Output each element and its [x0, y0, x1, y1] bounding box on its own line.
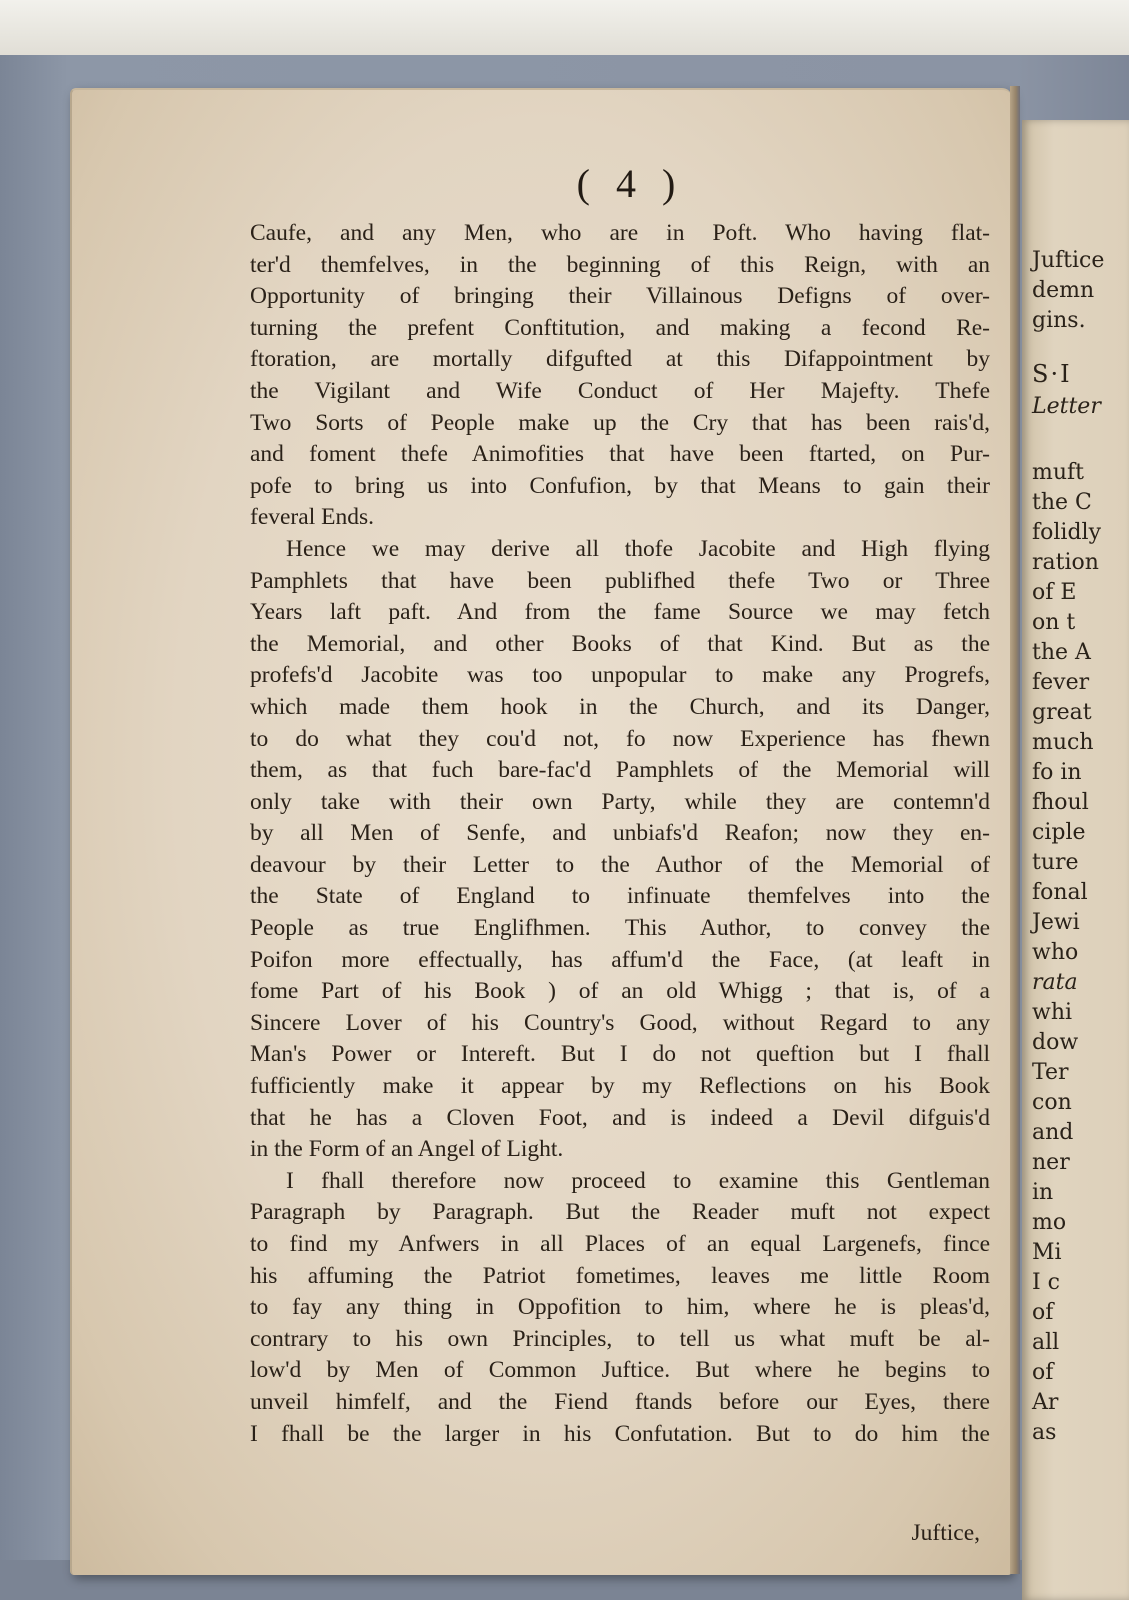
text-line: Caufe, and any Men, who are in Poft. Who having flat-: [250, 220, 990, 246]
text-line: ftoration, are mortally difgufted at this Difappointment by: [250, 346, 990, 373]
text-line: to find my Anfwers in all Places of an equal Largenefs, fince: [250, 1231, 990, 1257]
facing-page-fragment: Ar: [1032, 1390, 1059, 1415]
facing-page-fragment: on t: [1032, 610, 1076, 635]
text-line: Years laft paft. And from the fame Source we may fetch: [250, 599, 990, 626]
text-line: I fhall be the larger in his Confutation. But to do him the: [250, 1420, 990, 1447]
text-line: Poifon more effectually, has affum'd the Face, (at leaft in: [250, 946, 990, 973]
facing-page-fragment: demn: [1032, 278, 1095, 303]
facing-page-fragment: fhoul: [1032, 790, 1089, 815]
text-line: Pamphlets that have been publifhed thefe Two or Three: [250, 567, 990, 594]
facing-page-fragment: all: [1032, 1330, 1060, 1355]
text-line: unveil himfelf, and the Fiend ftands before our Eyes, there: [250, 1388, 990, 1415]
facing-page-fragment: whi: [1032, 1000, 1073, 1025]
catchword: Juftice,: [911, 1520, 980, 1546]
text-line: to fay any thing in Oppofition to him, where he is pleas'd,: [250, 1294, 990, 1321]
text-line: fufficiently make it appear by my Reflections on his Book: [250, 1073, 990, 1100]
facing-page-fragment: fever: [1032, 670, 1090, 695]
facing-page-fragment: folidly: [1032, 520, 1102, 545]
facing-page-fragment: ner: [1032, 1150, 1070, 1175]
text-line: fome Part of his Book ) of an old Whigg ; that is, of a: [250, 978, 990, 1005]
facing-page-fragment: Juftice: [1032, 248, 1105, 273]
page-edge: [1010, 86, 1020, 1574]
text-line: People as true Englifhmen. This Author, to convey the: [250, 915, 990, 942]
text-line: deavour by their Letter to the Author of the Memorial of: [250, 851, 990, 878]
text-line: that he has a Cloven Foot, and is indeed a Devil difguis'd: [250, 1104, 990, 1131]
text-line: Paragraph by Paragraph. But the Reader muft not expect: [250, 1199, 990, 1226]
facing-page-fragment: of: [1032, 1360, 1054, 1385]
facing-page-fragment: ration: [1032, 550, 1099, 575]
text-line: the Memorial, and other Books of that Kind. But as the: [250, 630, 990, 657]
text-line: low'd by Men of Common Juftice. But where he begins to: [250, 1357, 990, 1384]
text-line: Two Sorts of People make up the Cry that has been rais'd,: [250, 409, 990, 436]
facing-page: [1022, 120, 1129, 1600]
facing-page-fragment: fo in: [1032, 760, 1082, 785]
facing-page-fragment: mo: [1032, 1210, 1067, 1235]
facing-page-fragment: Mi: [1032, 1240, 1062, 1265]
text-line: them, as that fuch bare-fac'd Pamphlets of the Memorial will: [250, 757, 990, 784]
text-line: his affuming the Patriot fometimes, leaves me little Room: [250, 1262, 990, 1289]
facing-page-fragment: con: [1032, 1090, 1072, 1115]
text-line: ter'd themfelves, in the beginning of this Reign, with an: [250, 251, 990, 278]
facing-page-fragment: Jewi: [1032, 910, 1080, 935]
text-line: in the Form of an Angel of Light.: [250, 1136, 564, 1163]
text-line: only take with their own Party, while they are contemn'd: [250, 788, 990, 815]
text-line: contrary to his own Principles, to tell us what muft be al-: [250, 1325, 990, 1352]
facing-page-fragment: S·I: [1032, 360, 1072, 388]
text-line: the Vigilant and Wife Conduct of Her Majefty. Thefe: [250, 377, 990, 404]
text-line: turning the prefent Conftitution, and making a fecond Re-: [250, 314, 990, 341]
text-line: which made them hook in the Church, and its Danger,: [250, 693, 990, 720]
text-line: the State of England to infinuate themfelves into the: [250, 883, 990, 910]
text-line: Sincere Lover of his Country's Good, without Regard to any: [250, 1009, 990, 1036]
facing-page-fragment: muft: [1032, 460, 1085, 485]
text-line: Hence we may derive all thofe Jacobite and High flying: [286, 535, 990, 562]
body-text: [250, 218, 990, 1450]
facing-page-fragment: Letter: [1032, 394, 1101, 419]
text-line: pofe to bring us into Confufion, by that Means to gain their: [250, 472, 990, 499]
facing-page-fragment: fonal: [1032, 880, 1088, 905]
text-line: by all Men of Senfe, and unbiafs'd Reafon; now they en-: [250, 820, 990, 847]
facing-page-fragment: who: [1032, 940, 1079, 965]
facing-page-fragment: of: [1032, 1300, 1054, 1325]
facing-page-fragment: the A: [1032, 640, 1091, 665]
facing-page-fragment: I c: [1032, 1270, 1061, 1295]
facing-page-fragment: of E: [1032, 580, 1077, 605]
text-line: Opportunity of bringing their Villainous Defigns of over-: [250, 283, 990, 310]
facing-page-fragment: Ter: [1032, 1060, 1069, 1085]
facing-page-fragment: and: [1032, 1120, 1074, 1145]
facing-page-fragment: much: [1032, 730, 1094, 755]
facing-page-fragment: dow: [1032, 1030, 1079, 1055]
facing-page-fragment: ciple: [1032, 820, 1086, 845]
text-line: to do what they cou'd not, fo now Experience has fhewn: [250, 725, 990, 752]
facing-page-fragment: rata: [1032, 970, 1078, 995]
text-line: feveral Ends.: [250, 504, 374, 531]
facing-page-fragment: in: [1032, 1180, 1054, 1205]
text-line: profefs'd Jacobite was too unpopular to make any Progrefs,: [250, 662, 990, 689]
facing-page-fragment: the C: [1032, 490, 1092, 515]
page-number: ( 4 ): [576, 161, 684, 206]
facing-page-fragment: great: [1032, 700, 1092, 725]
text-line: I fhall therefore now proceed to examine this Gentleman: [286, 1167, 990, 1194]
facing-page-fragment: gins.: [1032, 308, 1086, 333]
text-line: and foment thefe Animofities that have been ftarted, on Pur-: [250, 441, 990, 468]
facing-page-fragment: ture: [1032, 850, 1079, 875]
text-line: Man's Power or Intereft. But I do not queftion but I fhall: [250, 1041, 990, 1068]
facing-page-fragment: as: [1032, 1420, 1057, 1445]
